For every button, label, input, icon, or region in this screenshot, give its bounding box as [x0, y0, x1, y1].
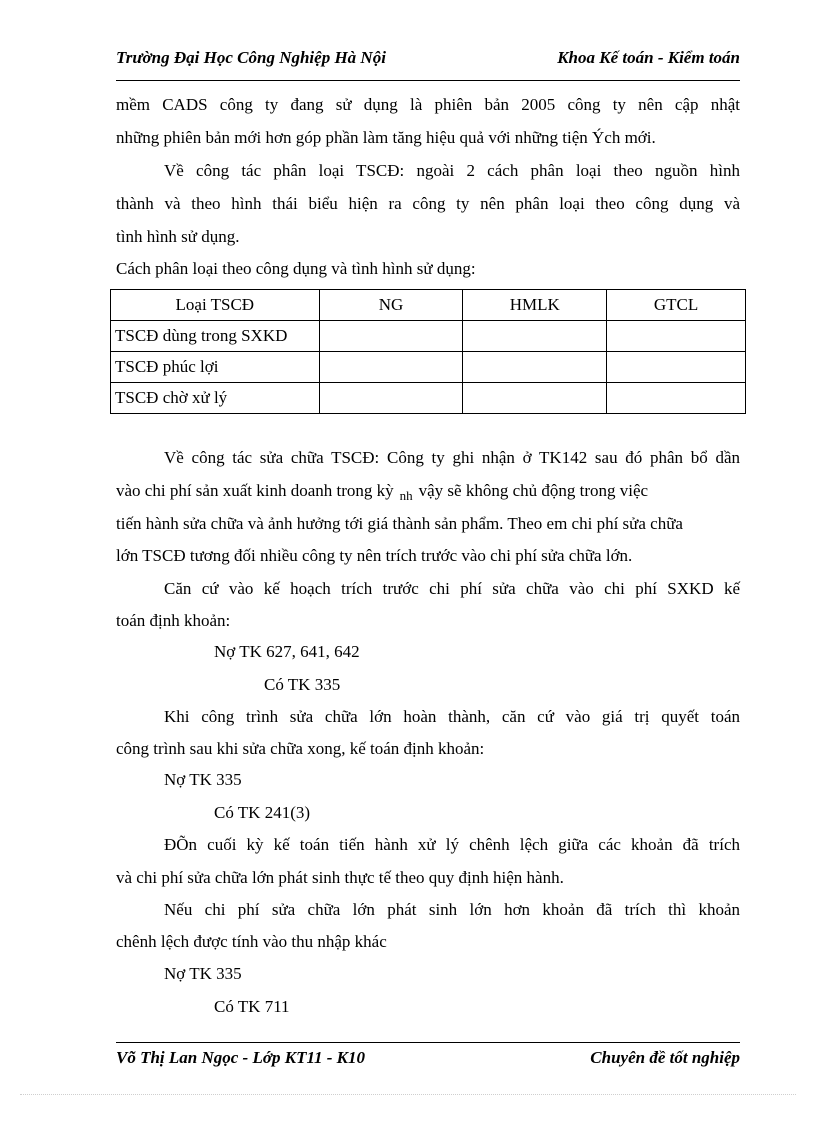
- para7-line2: chênh lệch được tính vào thu nhập khác: [116, 932, 387, 951]
- para3-line2-end: vậy sẽ không chủ động trong việc: [418, 481, 649, 500]
- footer-document-type: Chuyên đề tốt nghiệp: [590, 1048, 740, 1067]
- para2-line2: thành và theo hình thái biểu hiện ra công ty nên phân loại theo công dụng và: [116, 194, 740, 213]
- table-header-cell: Loại TSCĐ: [111, 290, 320, 321]
- table-header-cell: GTCL: [607, 290, 746, 321]
- para3-line1: Về công tác sửa chữa TSCĐ: Công ty ghi nhận ở TK142 sau đó phân bổ dần: [164, 448, 740, 467]
- entry2-debit: Nợ TK 335: [164, 770, 242, 789]
- para1-line2: những phiên bản mới hơn góp phần làm tăng hiệu quả với những tiện Ých mới.: [116, 128, 656, 147]
- para2-line3: tình hình sử dụng.: [116, 227, 240, 246]
- table-caption: Cách phân loại theo công dụng và tình hình sử dụng:: [116, 259, 476, 278]
- para2-line1: Về công tác phân loại TSCĐ: ngoài 2 cách phân loại theo nguồn hình: [164, 161, 740, 180]
- entry1-debit: Nợ TK 627, 641, 642: [214, 642, 360, 661]
- header-faculty-name: Khoa Kế toán - Kiểm toán: [557, 48, 740, 67]
- para1-line1: mềm CADS công ty đang sử dụng là phiên bản 2005 công ty nên cập nhật: [116, 95, 740, 114]
- footer-author: Võ Thị Lan Ngọc - Lớp KT11 - K10: [116, 1048, 366, 1067]
- entry3-credit: Có TK 711: [214, 997, 290, 1016]
- para3-line2-start: vào chi phí sản xuất kinh doanh trong kỳ: [116, 481, 394, 500]
- para7-line1: Nếu chi phí sửa chữa lớn phát sinh lớn hơn khoản đã trích thì khoản: [164, 900, 740, 919]
- table-cell: [463, 352, 607, 383]
- table-header-cell: HMLK: [463, 290, 607, 321]
- table-cell: [463, 321, 607, 352]
- asset-classification-table: [110, 289, 746, 414]
- para3-line3: tiến hành sửa chữa và ảnh hưởng tới giá thành sản phẩm. Theo em chi phí sửa chữa: [116, 514, 683, 533]
- para4-line1: Căn cứ vào kế hoạch trích trước chi phí sửa chữa vào chi phí SXKD kế: [164, 579, 740, 598]
- para6-line1: ĐÕn cuối kỳ kế toán tiến hành xử lý chênh lệch giữa các khoản đã trích: [164, 835, 740, 854]
- table-cell: [463, 383, 607, 414]
- entry1-credit: Có TK 335: [264, 675, 341, 694]
- table-cell: [319, 321, 463, 352]
- para3-line4: lớn TSCĐ tương đối nhiều công ty nên trích trước vào chi phí sửa chữa lớn.: [116, 546, 633, 565]
- table-cell: [607, 383, 746, 414]
- table-cell: [607, 352, 746, 383]
- para3-line2: [116, 481, 740, 502]
- table-cell: [319, 383, 463, 414]
- page-bottom-divider: [20, 1094, 796, 1095]
- entry3-debit: Nợ TK 335: [164, 964, 242, 983]
- para6-line2: và chi phí sửa chữa lớn phát sinh thực tế theo quy định hiện hành.: [116, 868, 564, 887]
- header-school-name: Trường Đại Học Công Nghiệp Hà Nội: [116, 48, 386, 67]
- page-footer: [116, 1042, 740, 1073]
- para5-line2: công trình sau khi sửa chữa xong, kế toán định khoản:: [116, 739, 485, 758]
- table-header-cell: NG: [319, 290, 463, 321]
- para3-line2-sub: nh: [399, 488, 413, 503]
- table-row: [111, 352, 746, 383]
- para4-line2: toán định khoản:: [116, 611, 231, 630]
- table-cell: [607, 321, 746, 352]
- entry2-credit: Có TK 241(3): [214, 803, 311, 822]
- table-cell: TSCĐ chờ xử lý: [111, 383, 320, 414]
- para5-line1: Khi công trình sửa chữa lớn hoàn thành, căn cứ vào giá trị quyết toán: [164, 707, 740, 726]
- page-header: [116, 46, 740, 81]
- table-cell: [319, 352, 463, 383]
- table-header-row: [111, 290, 746, 321]
- table-row: [111, 321, 746, 352]
- table-row: [111, 383, 746, 414]
- table-cell: TSCĐ phúc lợi: [111, 352, 320, 383]
- table-cell: TSCĐ dùng trong SXKD: [111, 321, 320, 352]
